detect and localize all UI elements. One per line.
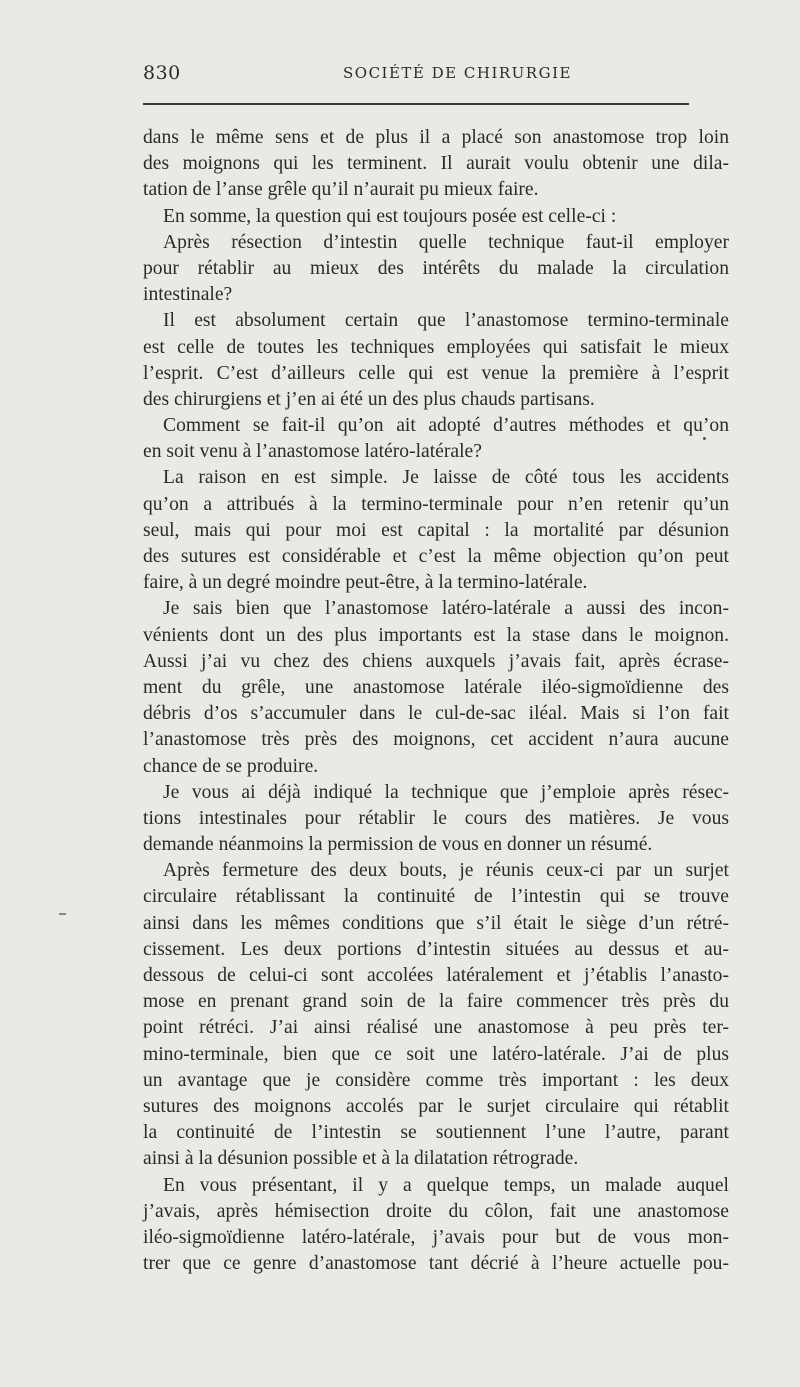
text-line: cissement. Les deux portions d’intestin situées au dessus et au-: [143, 938, 729, 960]
text-line: des sutures est considérable et c’est la même objection qu’on peut: [143, 546, 729, 567]
text-line: en soit venu à l’anastomose latéro-latérale?: [143, 441, 482, 463]
text-line: seul, mais qui pour moi est capital : la mortalité par désunion: [143, 519, 729, 541]
text-line: point rétréci. J’ai ainsi réalisé une anastomose à peu près ter-: [143, 1017, 729, 1039]
text-line: des moignons qui les terminent. Il aurait voulu obtenir une dila-: [143, 153, 729, 175]
text-line: l’esprit. C’est d’ailleurs celle qui est venue la première à l’esprit: [143, 362, 729, 384]
text-line: j’avais, après hémisection droite du côlon, fait une anastomose: [143, 1200, 729, 1222]
text-line: Je vous ai déjà indiqué la technique que j’emploie après résec-: [163, 781, 729, 803]
text-line: dessous de celui-ci sont accolées latéralement et j’établis l’anasto-: [143, 965, 729, 986]
text-line: pour rétablir au mieux des intérêts du malade la circulation: [143, 257, 729, 279]
text-line: Aussi j’ai vu chez des chiens auxquels j’avais fait, après écrase-: [143, 650, 729, 672]
text-line: trer que ce genre d’anastomose tant décrié à l’heure actuelle pou-: [143, 1253, 729, 1275]
text-line: mose en prenant grand soin de la faire commencer très près du: [143, 991, 729, 1013]
text-line: circulaire rétablissant la continuité de l’intestin qui se trouve: [143, 886, 729, 908]
text-line: débris d’os s’accumuler dans le cul-de-sac iléal. Mais si l’on fait: [143, 703, 729, 725]
text-line: En somme, la question qui est toujours posée est celle-ci :: [163, 205, 617, 227]
text-line: La raison en est simple. Je laisse de côté tous les accidents: [163, 467, 729, 489]
text-line: ment du grêle, une anastomose latérale iléo-sigmoïdienne des: [143, 676, 729, 698]
text-line: Il est absolument certain que l’anastomose termino-terminale: [163, 310, 729, 332]
page-header: [143, 62, 729, 88]
text-line: ainsi dans les mêmes conditions que s’il était le siège d’un rétré-: [143, 912, 729, 934]
text-line: sutures des moignons accolés par le surjet circulaire qui rétablit: [143, 1095, 729, 1117]
running-title: SOCIÉTÉ DE CHIRURGIE: [343, 64, 572, 82]
text-line: l’anastomose très près des moignons, cet accident n’aura aucune: [143, 729, 729, 751]
text-line: Je sais bien que l’anastomose latéro-latérale a aussi des incon-: [163, 598, 729, 620]
text-line: intestinale?: [143, 284, 233, 306]
text-line: des chirurgiens et j’en ai été un des plus chauds partisans.: [143, 388, 595, 410]
text-line: tions intestinales pour rétablir le cours des matières. Je vous: [143, 807, 729, 829]
body-text: [143, 125, 729, 1277]
text-line: iléo-sigmoïdienne latéro-latérale, j’avais pour but de vous mon-: [143, 1226, 729, 1248]
text-line: En vous présentant, il y a quelque temps, un malade auquel: [163, 1174, 729, 1196]
text-line: demande néanmoins la permission de vous en donner un résumé.: [143, 834, 653, 856]
margin-mark: [59, 913, 66, 915]
text-line: Comment se fait-il qu’on ait adopté d’autres méthodes et qu’on: [163, 415, 729, 437]
text-line: chance de se produire.: [143, 755, 319, 777]
text-line: vénients dont un des plus importants est la stase dans le moignon.: [143, 624, 729, 646]
text-line: un avantage que je considère comme très important : les deux: [143, 1069, 729, 1091]
text-line: dans le même sens et de plus il a placé son anastomose trop loin: [143, 127, 729, 148]
ink-speck: [703, 437, 706, 440]
text-line: tation de l’anse grêle qu’il n’aurait pu mieux faire.: [143, 179, 539, 201]
text-line: Après résection d’intestin quelle technique faut-il employer: [163, 231, 729, 253]
text-line: mino-terminale, bien que ce soit une latéro-latérale. J’ai de plus: [143, 1043, 729, 1065]
text-line: est celle de toutes les techniques employées qui satisfait le mieux: [143, 336, 729, 358]
text-line: faire, à un degré moindre peut-être, à la termino-latérale.: [143, 572, 588, 594]
header-rule: [143, 103, 689, 105]
text-line: Après fermeture des deux bouts, je réunis ceux-ci par un surjet: [163, 860, 729, 882]
page-number: 830: [143, 62, 181, 84]
text-line: ainsi à la désunion possible et à la dilatation rétrograde.: [143, 1148, 579, 1170]
text-line: la continuité de l’intestin se soutiennent l’une l’autre, parant: [143, 1122, 729, 1144]
text-line: qu’on a attribués à la termino-terminale pour n’en retenir qu’un: [143, 493, 729, 515]
